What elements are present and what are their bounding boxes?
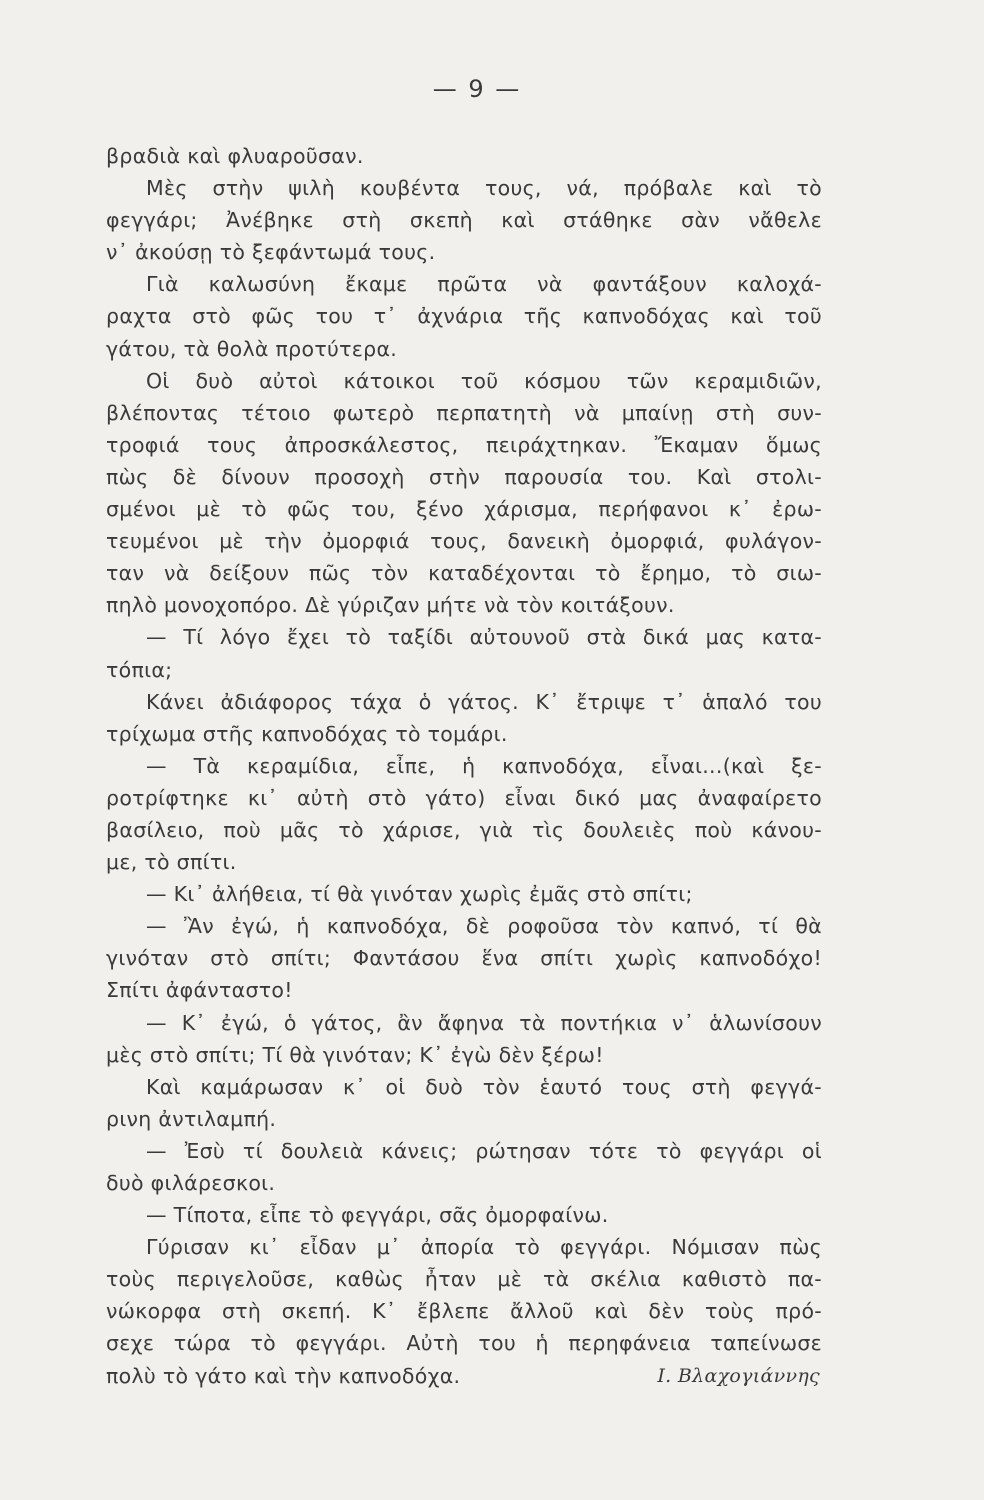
text-line: βραδιὰ καὶ φλυαροῦσαν.: [106, 144, 364, 168]
page-number: — 9 —: [432, 75, 522, 103]
text-line: δυὸ φιλάρεσκοι.: [106, 1171, 276, 1195]
text-line: Γύρισαν κι᾽ εἶδαν μ᾽ ἀπορία τὸ φεγγάρι. Νόμισαν πὼς: [146, 1235, 822, 1260]
final-line-text: πολὺ τὸ γάτο καὶ τὴν καπνοδόχα.: [106, 1363, 461, 1388]
text-line: — Ἂν ἐγώ, ἡ καπνοδόχα, δὲ ροφοῦσα τὸν καπνό, τί θὰ: [146, 914, 822, 939]
text-line: — Τίποτα, εἶπε τὸ φεγγάρι, σᾶς ὀμορφαίνω.: [146, 1203, 609, 1228]
text-line: Καὶ καμάρωσαν κ᾽ οἱ δυὸ τὸν ἑαυτό τους στὴ φεγγά-: [146, 1074, 822, 1099]
text-line: τόπια;: [106, 657, 173, 682]
text-line: ροτρίφτηκε κι᾽ αὐτὴ στὸ γάτο) εἶναι δικό μας ἀναφαίρετο: [106, 785, 822, 810]
text-line: σεχε τώρα τὸ φεγγάρι. Αὐτὴ του ἡ περηφάνεια ταπείνωσε: [106, 1331, 822, 1356]
text-line: γινόταν στὸ σπίτι; Φαντάσου ἕνα σπίτι χωρὶς καπνοδόχο!: [106, 946, 822, 971]
text-line: τευμένοι μὲ τὴν ὀμορφιά τους, δανεικὴ ὀμορφιά, φυλάγον-: [106, 529, 822, 554]
text-line: βασίλειο, ποὺ μᾶς τὸ χάρισε, γιὰ τὶς δουλειὲς ποὺ κάνου-: [106, 817, 822, 842]
text-line: τροφιά τους ἀπροσκάλεστος, πειράχτηκαν. Ἔκαμαν ὅμως: [106, 432, 822, 457]
text-line: ν᾽ ἀκούσῃ τὸ ξεφάντωμά τους.: [106, 240, 436, 265]
text-line: ρινη ἀντιλαμπή.: [106, 1106, 277, 1131]
text-line: Οἱ δυὸ αὐτοὶ κάτοικοι τοῦ κόσμου τῶν κεραμιδιῶν,: [146, 368, 822, 393]
author-signature: Ι. Βλαχογιάννης: [657, 1364, 820, 1387]
text-line: ταν νὰ δείξουν πῶς τὸν καταδέχονται τὸ ἔρημο, τὸ σιω-: [106, 561, 822, 586]
text-line: πὼς δὲ δίνουν προσοχὴ στὴν παρουσία του. Καὶ στολι-: [106, 464, 822, 489]
text-line: ραχτα στὸ φῶς του τ᾽ ἀχνάρια τῆς καπνοδόχας καὶ τοῦ: [106, 304, 822, 329]
text-line: — Κ᾽ ἐγώ, ὁ γάτος, ἂν ἄφηνα τὰ ποντήκια ν᾽ ἁλωνίσουν: [146, 1010, 822, 1035]
text-line: Σπίτι ἀφάνταστο!: [106, 978, 293, 1003]
text-line: βλέποντας τέτοιο φωτερὸ περπατητὴ νὰ μπαίνῃ στὴ συν-: [106, 400, 822, 425]
story-text: [106, 140, 822, 1392]
text-line: γάτου, τὰ θολὰ προτύτερα.: [106, 336, 398, 361]
text-line: Κάνει ἀδιάφορος τάχα ὁ γάτος. Κ᾽ ἔτριψε τ᾽ ἁπαλό του: [146, 689, 822, 714]
text-line: μὲς στὸ σπίτι; Τί θὰ γινόταν; Κ᾽ ἐγὼ δὲν ξέρω!: [106, 1042, 604, 1067]
text-line: νώκορφα στὴ σκεπή. Κ᾽ ἔβλεπε ἄλλοῦ καὶ δὲν τοὺς πρό-: [106, 1299, 822, 1324]
text-line: — Κι᾽ ἀλήθεια, τί θὰ γινόταν χωρὶς ἐμᾶς στὸ σπίτι;: [146, 882, 693, 907]
text-line: τοὺς περιγελοῦσε, καθὼς ἦταν μὲ τὰ σκέλια καθιστὸ πα-: [106, 1267, 822, 1292]
text-line: Γιὰ καλωσύνη ἔκαμε πρῶτα νὰ φαντάξουν καλοχά-: [146, 272, 822, 297]
final-line: [106, 1360, 822, 1392]
text-line: πηλὸ μονοχοπόρο. Δὲ γύριζαν μήτε νὰ τὸν κοιτάξουν.: [106, 593, 675, 618]
text-line: — Τί λόγο ἔχει τὸ ταξίδι αὐτουνοῦ στὰ δικά μας κατα-: [146, 625, 822, 650]
text-line: — Τὰ κεραμίδια, εἶπε, ἡ καπνοδόχα, εἶναι...(καὶ ξε-: [146, 753, 822, 778]
text-line: με, τὸ σπίτι.: [106, 850, 237, 875]
text-line: σμένοι μὲ τὸ φῶς του, ξένο χάρισμα, περήφανοι κ᾽ ἐρω-: [106, 497, 822, 522]
text-line: φεγγάρι; Ἀνέβηκε στὴ σκεπὴ καὶ στάθηκε σὰν νἄθελε: [106, 208, 822, 233]
text-line: Μὲς στὴν ψιλὴ κουβέντα τους, νά, πρόβαλε καὶ τὸ: [146, 176, 822, 201]
text-line: τρίχωμα στῆς καπνοδόχας τὸ τομάρι.: [106, 721, 508, 746]
text-line: — Ἐσὺ τί δουλειὰ κάνεις; ρώτησαν τότε τὸ φεγγάρι οἱ: [146, 1138, 822, 1163]
